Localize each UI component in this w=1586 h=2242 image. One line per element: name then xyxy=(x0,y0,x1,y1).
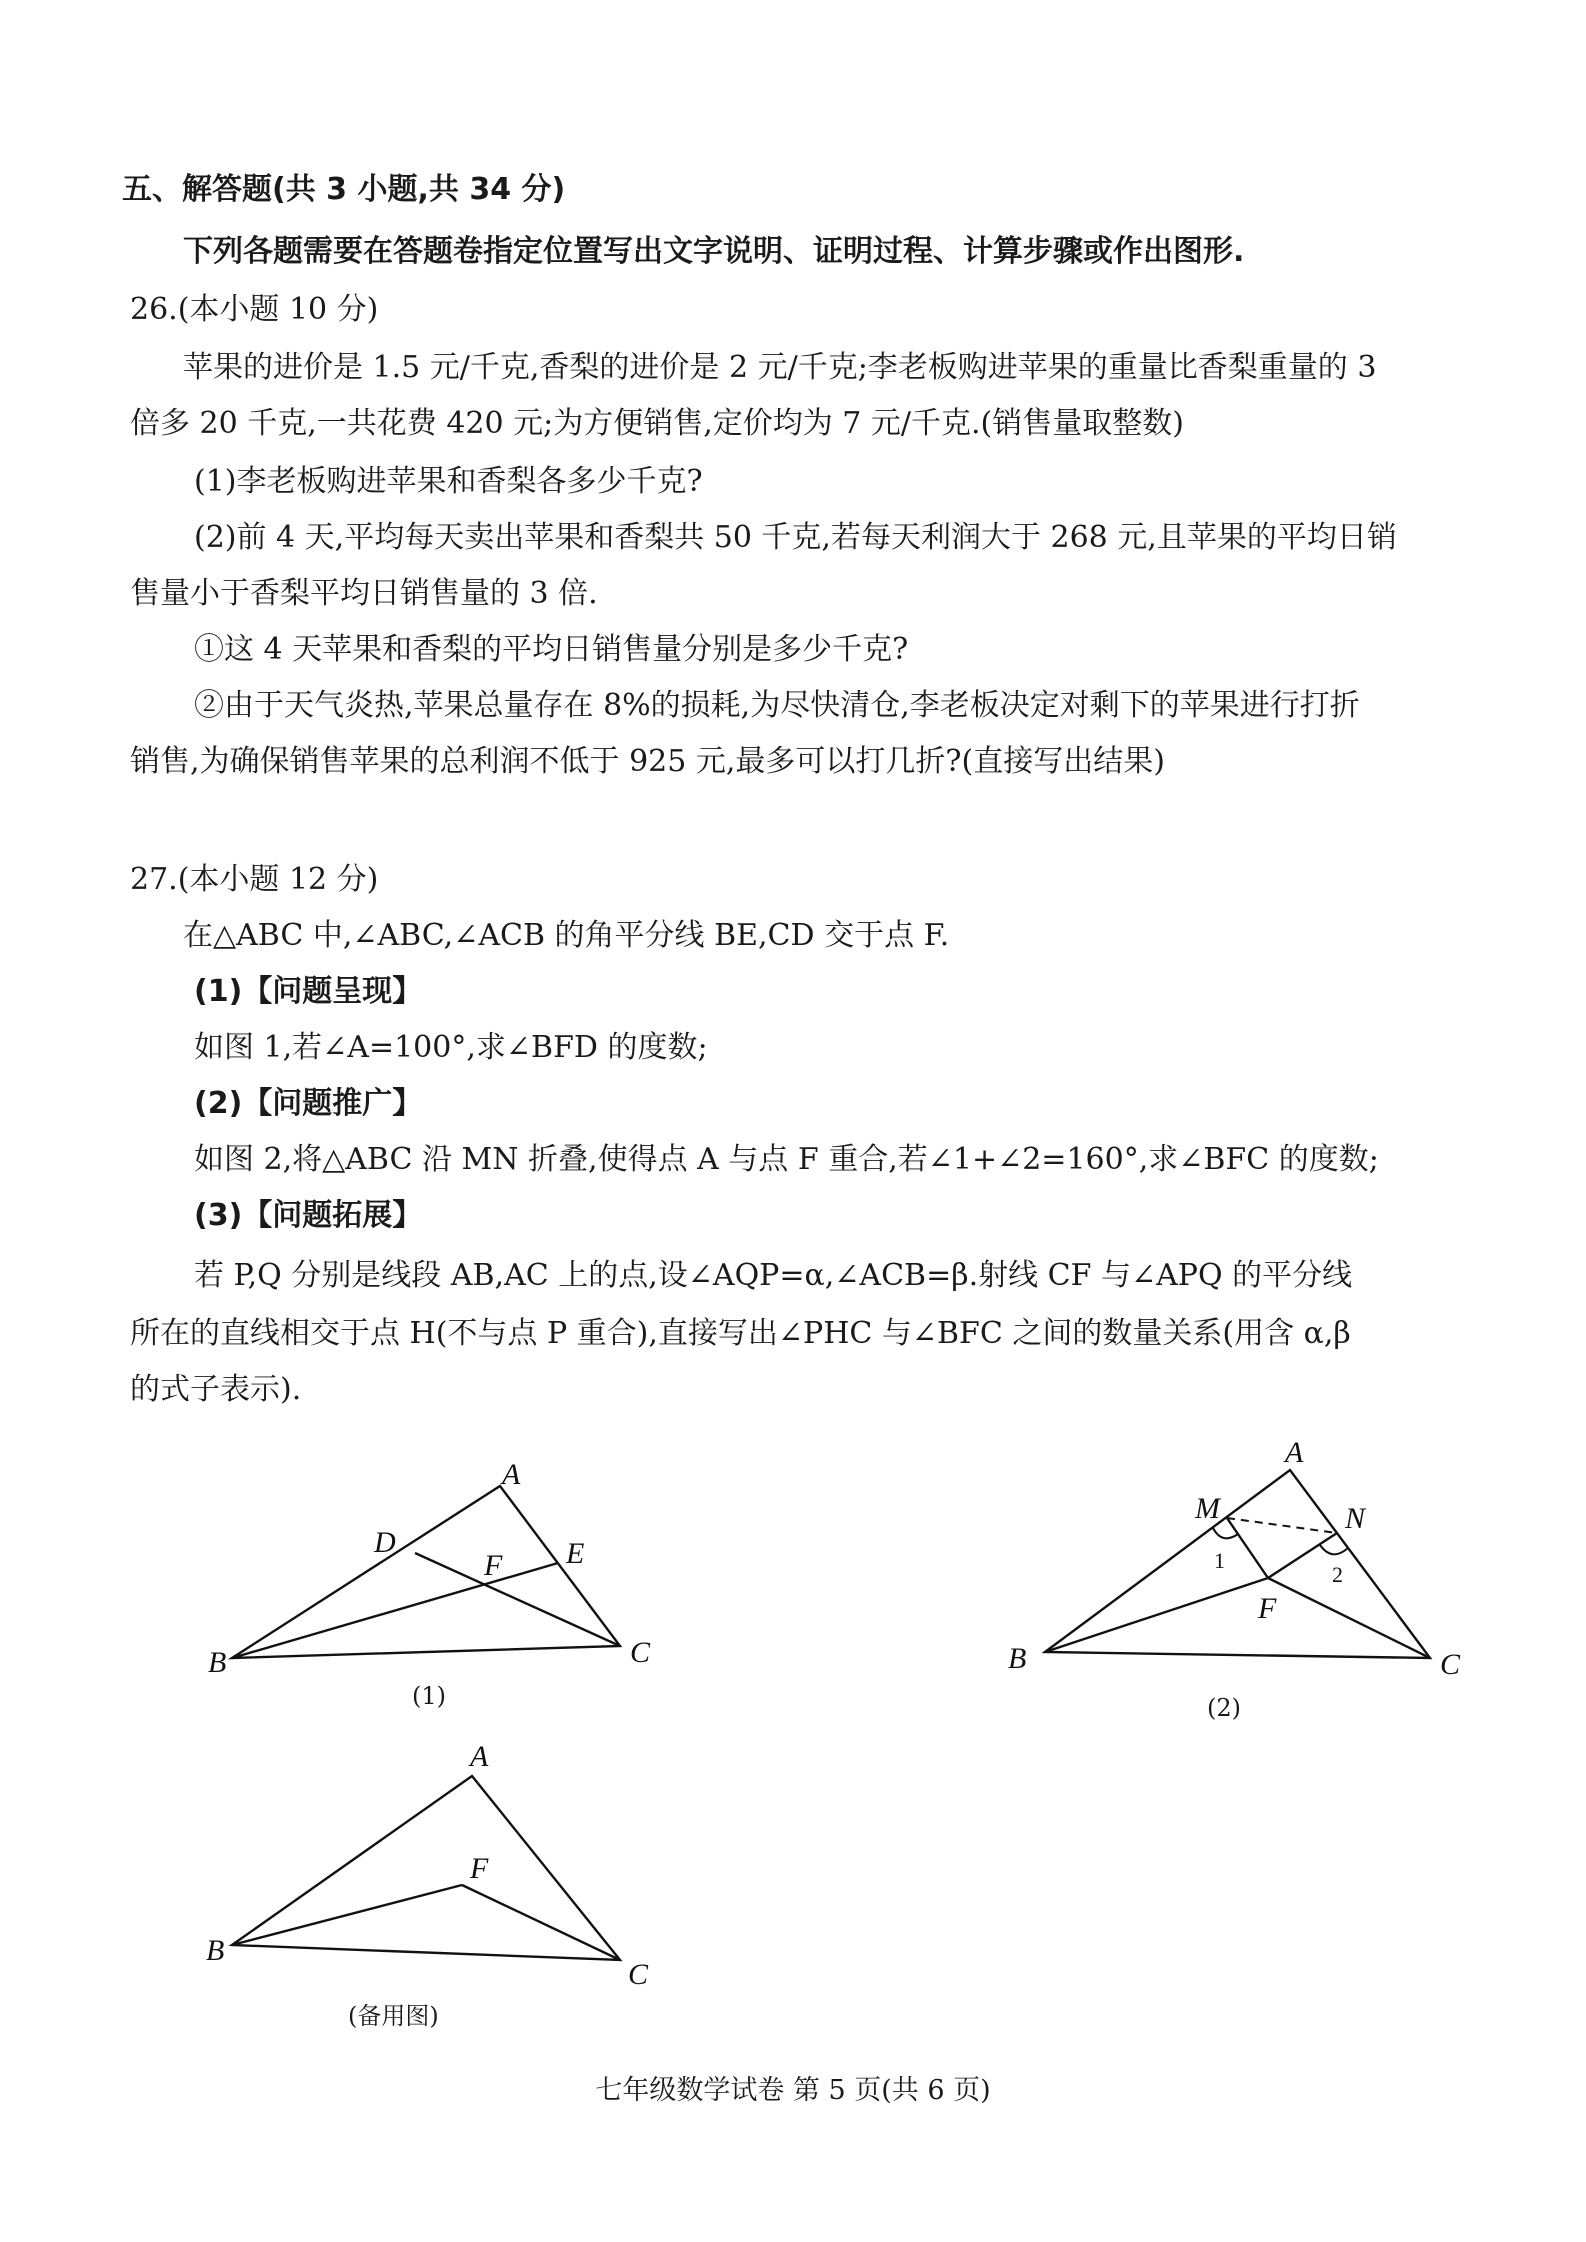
q27-stem: 在△ABC 中,∠ABC,∠ACB 的角平分线 BE,CD 交于点 F. xyxy=(183,918,950,953)
fig1-caption: (1) xyxy=(412,1682,446,1710)
fig3-label-b: B xyxy=(206,1934,225,1967)
fig2-label-f: F xyxy=(1258,1592,1277,1625)
fig3-label-f: F xyxy=(470,1852,489,1885)
q27-part3-line1: 若 P,Q 分别是线段 AB,AC 上的点,设∠AQP=α,∠ACB=β.射线 CF 与∠APQ 的平分线 xyxy=(194,1258,1353,1293)
q26-sub2-line2: 销售,为确保销售苹果的总利润不低于 925 元,最多可以打几折?(直接写出结果) xyxy=(130,744,1165,779)
fig2-label-c: C xyxy=(1440,1648,1461,1681)
section-title: 五、解答题(共 3 小题,共 34 分) xyxy=(122,172,566,207)
q27-part3-line2: 所在的直线相交于点 H(不与点 P 重合),直接写出∠PHC 与∠BFC 之间的数量关系(用含 α,β xyxy=(130,1316,1351,1351)
q26-sub2-line1: ②由于天气炎热,苹果总量存在 8%的损耗,为尽快清仓,李老板决定对剩下的苹果进行打折 xyxy=(194,688,1360,723)
fig3-label-c: C xyxy=(628,1958,649,1990)
fig1-bisector-cd xyxy=(415,1553,620,1646)
fig2-label-a: A xyxy=(1285,1436,1304,1469)
fig2-label-m: M xyxy=(1195,1492,1220,1525)
fig1-label-e: E xyxy=(566,1537,585,1570)
section-instruction: 下列各题需要在答题卷指定位置写出文字说明、证明过程、计算步骤或作出图形. xyxy=(183,234,1245,269)
q26-stem-line2: 倍多 20 千克,一共花费 420 元;为方便销售,定价均为 7 元/千克.(销售量取整数) xyxy=(130,406,1184,441)
q27-part1-title: (1)【问题呈现】 xyxy=(194,974,423,1009)
figure-3 xyxy=(190,1730,690,1990)
fig1-bisector-be xyxy=(232,1563,558,1658)
fig3-caption: (备用图) xyxy=(348,2002,439,2030)
fig2-fold-nf xyxy=(1268,1533,1337,1578)
fig2-bisector-cf xyxy=(1268,1578,1430,1658)
q27-part2-title: (2)【问题推广】 xyxy=(194,1086,423,1121)
fig2-fold-mn xyxy=(1227,1518,1337,1533)
fig2-caption: (2) xyxy=(1207,1694,1241,1722)
fig1-label-b: B xyxy=(208,1646,227,1679)
page-footer: 七年级数学试卷 第 5 页(共 6 页) xyxy=(595,2075,991,2106)
fig2-label-angle-2: 2 xyxy=(1332,1562,1343,1587)
fig3-segment-bf xyxy=(232,1885,462,1945)
fig1-label-f: F xyxy=(484,1549,503,1582)
fig2-fold-mf xyxy=(1227,1518,1268,1578)
fig2-angle-2-arc xyxy=(1320,1545,1348,1554)
q27-part3-line3: 的式子表示). xyxy=(130,1372,302,1407)
q26-part2-line1: (2)前 4 天,平均每天卖出苹果和香梨共 50 千克,若每天利润大于 268 元,且苹果的平均日销 xyxy=(194,520,1397,555)
q26-header: 26.(本小题 10 分) xyxy=(130,292,379,327)
q27-header: 27.(本小题 12 分) xyxy=(130,862,379,897)
figure-1 xyxy=(190,1450,690,1690)
q26-part2-line2: 售量小于香梨平均日销售量的 3 倍. xyxy=(130,576,598,611)
q27-part2-text: 如图 2,将△ABC 沿 MN 折叠,使得点 A 与点 F 重合,若∠1+∠2=160°,求∠BFC 的度数; xyxy=(194,1142,1379,1177)
fig2-bisector-bf xyxy=(1045,1578,1268,1652)
fig1-label-d: D xyxy=(374,1526,396,1559)
q26-part1: (1)李老板购进苹果和香梨各多少千克? xyxy=(194,464,703,499)
fig1-label-a: A xyxy=(502,1458,521,1491)
q27-part3-title: (3)【问题拓展】 xyxy=(194,1198,423,1233)
q26-stem-line1: 苹果的进价是 1.5 元/千克,香梨的进价是 2 元/千克;李老板购进苹果的重量比香梨重量的 3 xyxy=(183,350,1377,385)
q27-part1-text: 如图 1,若∠A=100°,求∠BFD 的度数; xyxy=(194,1030,708,1065)
fig1-label-c: C xyxy=(630,1636,651,1669)
fig2-label-angle-1: 1 xyxy=(1214,1548,1225,1573)
fig2-label-n: N xyxy=(1345,1502,1366,1535)
fig1-triangle-abc xyxy=(232,1486,620,1658)
fig2-label-b: B xyxy=(1008,1642,1027,1675)
fig3-label-a: A xyxy=(470,1740,489,1773)
figure-2 xyxy=(1000,1420,1480,1690)
q26-sub1: ①这 4 天苹果和香梨的平均日销售量分别是多少千克? xyxy=(194,632,909,667)
fig3-segment-cf xyxy=(462,1885,620,1960)
